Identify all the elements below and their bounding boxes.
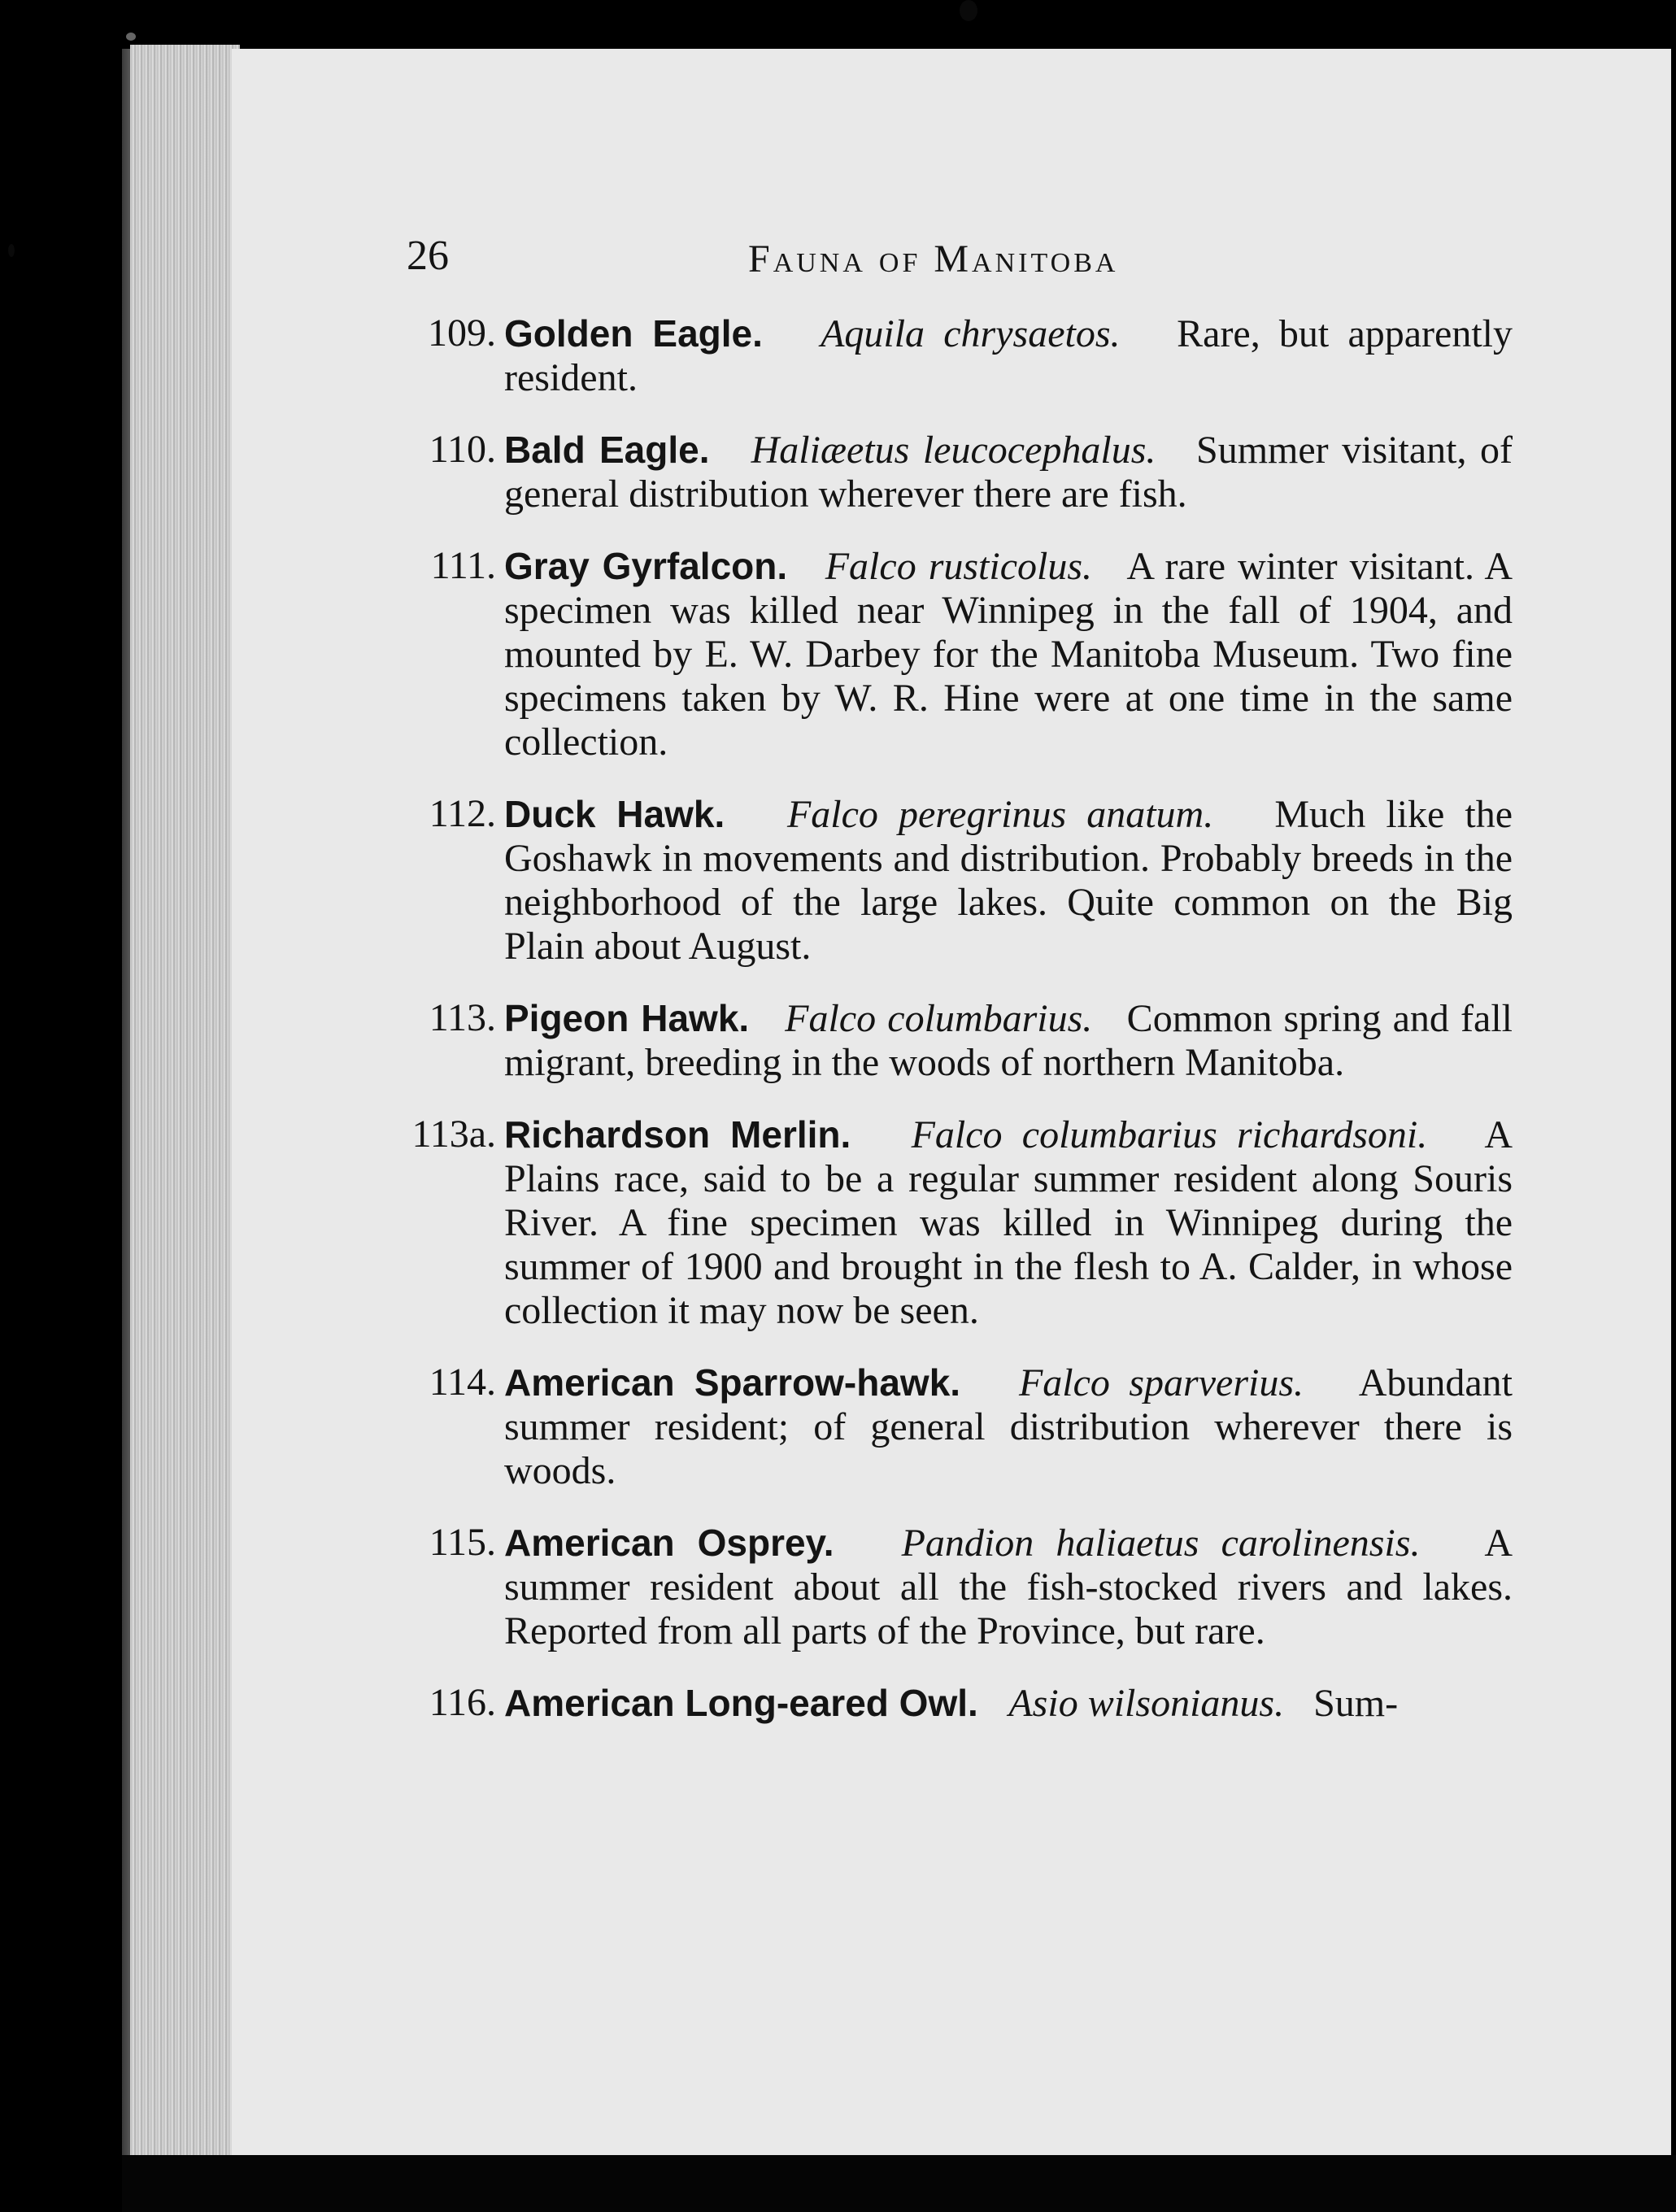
common-name: Richardson Merlin. xyxy=(504,1113,892,1156)
common-name: American Long-eared Owl. xyxy=(504,1682,999,1724)
entry-description: Common spring and fall migrant, breeding in the woods of northern Manitoba. xyxy=(504,997,1513,1084)
species-entry xyxy=(390,428,1513,516)
entry-description: Rare, but apparently resident. xyxy=(504,312,1513,399)
page-number: 26 xyxy=(407,233,449,279)
entry-description: Summer visitant, of general distribution wherever there are fish. xyxy=(504,429,1513,516)
entry-description: Sum- xyxy=(1313,1682,1399,1725)
species-entry xyxy=(390,311,1513,400)
species-entry xyxy=(390,996,1513,1085)
scientific-name: Pandion haliaetus carolinensis. xyxy=(901,1522,1465,1565)
scientific-name: Haliæetus leucocephalus. xyxy=(751,429,1183,472)
common-name: Golden Eagle. xyxy=(504,312,802,355)
entry-description: Abundant summer resident; of general distribution wherever there is woods. xyxy=(504,1361,1513,1492)
scientific-name: Falco columbarius. xyxy=(785,997,1116,1040)
species-entry xyxy=(390,544,1513,764)
entry-number: 112. xyxy=(429,792,496,835)
common-name: Pigeon Hawk. xyxy=(504,997,774,1039)
running-title: Fauna of Manitoba xyxy=(748,237,1119,281)
scientific-name: Falco sparverius. xyxy=(1018,1361,1342,1404)
page-content xyxy=(390,232,1513,1753)
entry-number: 113a. xyxy=(411,1113,496,1156)
entry-number: 113. xyxy=(429,996,496,1039)
species-entry xyxy=(390,1521,1513,1653)
entry-description: Much like the Goshawk in movements and distribution. Probably breeds in the neighborhood of the large lakes. Quite common on the Big Plain about August. xyxy=(504,793,1513,968)
book-page-edges xyxy=(130,45,240,2159)
scientific-name: Falco peregrinus anatum. xyxy=(786,793,1255,836)
entry-number: 111. xyxy=(430,544,496,587)
scan-speck xyxy=(126,33,136,41)
entry-description: A rare winter visitant. A specimen was killed near Winnipeg in the fall of 1904, and mounted by E. W. Darbey for the Manitoba Museum. Two fine specimens taken by W. R. Hine were at one time in the same collection. xyxy=(504,545,1513,764)
scientific-name: Falco rusticolus. xyxy=(825,545,1117,588)
species-entry xyxy=(390,1113,1513,1333)
scientific-name: Aquila chrysaetos. xyxy=(821,312,1158,355)
common-name: American Sparrow-hawk. xyxy=(504,1361,1000,1404)
species-entry xyxy=(390,1361,1513,1493)
scan-speck xyxy=(8,244,15,257)
running-head xyxy=(390,232,1513,297)
entry-description: A summer resident about all the fish-stocked rivers and lakes. Reported from all parts of the Province, but rare. xyxy=(504,1522,1513,1652)
species-entry xyxy=(390,1681,1513,1726)
entry-number: 116. xyxy=(429,1681,496,1724)
common-name: Duck Hawk. xyxy=(504,793,767,835)
entry-description: A Plains race, said to be a regular summer resident along Souris River. A fine specimen was killed in Winnipeg during the summer of 1900 and brought in the flesh to A. Calder, in whose collection it may now be seen. xyxy=(504,1113,1513,1332)
species-entry xyxy=(390,792,1513,969)
scan-speck xyxy=(960,0,977,21)
scientific-name: Asio wilsonianus. xyxy=(1008,1682,1304,1725)
common-name: Gray Gyrfalcon. xyxy=(504,545,813,587)
common-name: Bald Eagle. xyxy=(504,429,738,471)
entry-number: 114. xyxy=(429,1361,496,1404)
scientific-name: Falco columbarius richardsoni. xyxy=(911,1113,1467,1156)
scan-bottom-border xyxy=(122,2155,1676,2212)
entry-number: 115. xyxy=(429,1521,496,1564)
entry-number: 110. xyxy=(429,428,496,471)
common-name: American Osprey. xyxy=(504,1522,880,1564)
entry-number: 109. xyxy=(428,311,496,355)
